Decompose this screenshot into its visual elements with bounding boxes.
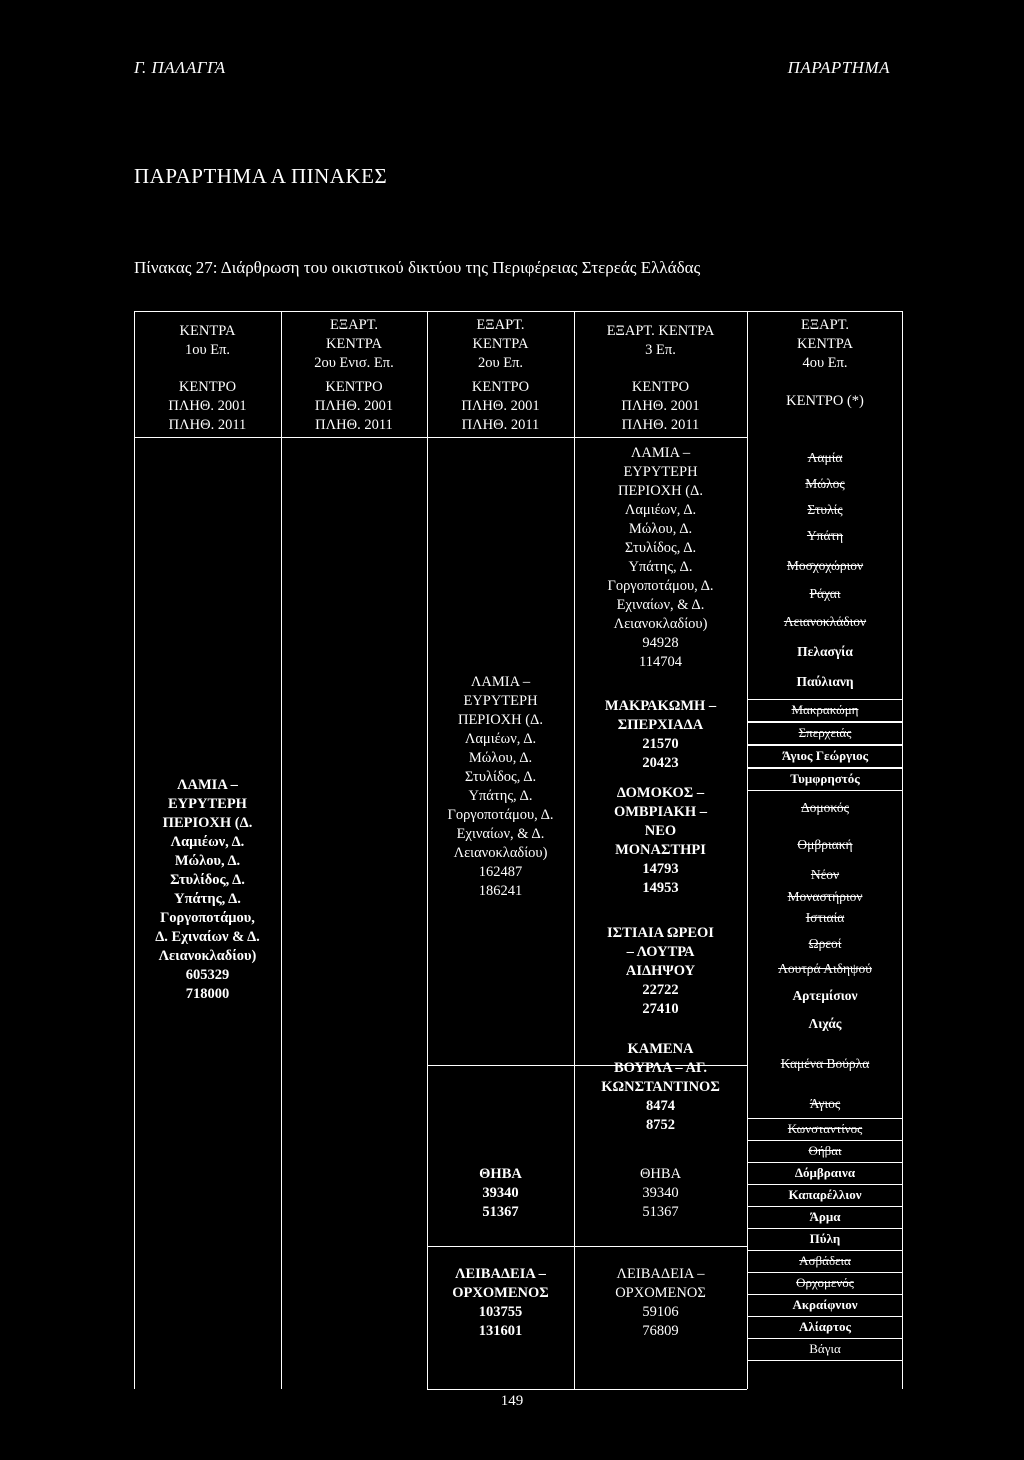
subheader-line: ΠΛΗΘ. 2011	[461, 417, 540, 433]
cell-line: Γοργοποτάμου,	[160, 910, 255, 926]
cell-line: ΚΑΜΕΝΑ	[627, 1041, 694, 1057]
centre-name: Καμένα Βούρλα	[780, 1056, 870, 1071]
centre-name: Ορχομενός	[747, 1272, 903, 1295]
cell-line: Γοργοποτάμου, Δ.	[607, 578, 714, 594]
column-header	[281, 316, 427, 373]
column-header	[747, 316, 903, 373]
centre-name: Ωρεοί	[808, 936, 842, 951]
cell-line: 27410	[642, 1001, 679, 1017]
cell-line: Μώλου, Δ.	[628, 521, 693, 537]
col4-kamena-block	[574, 1040, 747, 1135]
cell-line: ΜΟΝΑΣΤΗΡΙ	[615, 842, 706, 858]
centre-name: Λουτρά Αιδηψού	[778, 961, 872, 976]
cell-line: ΝΕΟ	[644, 823, 677, 839]
centre-name: Καπαρέλλιον	[747, 1184, 903, 1207]
cell-line: ΕΥΡΥΤΕΡΗ	[463, 693, 538, 709]
column-header	[574, 322, 747, 360]
header-line: 3 Επ.	[645, 342, 676, 358]
column-subheader	[281, 378, 427, 435]
running-header-author: Γ. ΠΑΛΑΓΓΑ	[134, 58, 226, 77]
cell-line: Υπάτης, Δ.	[174, 891, 241, 907]
centre-name: Τυμφρηστός	[747, 768, 903, 791]
cell-line: Λειανοκλαδίου)	[158, 948, 257, 964]
cell-line: ΠΕΡΙΟΧΗ (Δ.	[457, 712, 544, 728]
cell-line: ΛΑΜΙΑ –	[630, 445, 691, 461]
col4-lamia-block	[574, 444, 747, 672]
cell-line: ΛΑΜΙΑ –	[470, 674, 531, 690]
cell-line: ΣΠΕΡΧΙΑΔΑ	[617, 717, 704, 733]
col4-livadeia-block	[574, 1265, 747, 1341]
subheader-line: ΠΛΗΘ. 2001	[314, 398, 394, 414]
cell-line: Υπάτης, Δ.	[628, 559, 693, 575]
col4-thiva-block	[574, 1165, 747, 1222]
table-caption: Πίνακας 27: Διάρθρωση του οικιστικού δικτύου της Περιφέρειας Στερεάς Ελλάδας	[134, 258, 701, 277]
centre-name: Λειανοκλάδιον	[783, 614, 867, 629]
centre-name: Παύλιανη	[796, 674, 854, 689]
col4-istiaia-block	[574, 924, 747, 1019]
cell-line: ΛΑΜΙΑ –	[177, 777, 238, 793]
subheader-line: ΚΕΝΤΡΟ	[325, 379, 383, 395]
centre-name: Άρμα	[747, 1206, 903, 1229]
subheader-line: ΠΛΗΘ. 2011	[315, 417, 393, 433]
cell-line: 14953	[642, 880, 679, 896]
cell-line: ΛΕΙΒΑΔΕΙΑ –	[455, 1266, 546, 1282]
cell-line: 51367	[482, 1204, 519, 1220]
centre-name: Αλίαρτος	[747, 1316, 903, 1339]
subheader-line: ΚΕΝΤΡΟ	[178, 379, 237, 395]
centre-name: Άγιος Γεώργιος	[747, 745, 903, 768]
centre-name: Βάγια	[747, 1338, 903, 1361]
centre-name: Πύλη	[747, 1228, 903, 1251]
cell-line: ΑΙΔΗΨΟΥ	[625, 963, 696, 979]
col3-livadeia-block	[427, 1265, 574, 1341]
cell-line: 14793	[642, 861, 679, 877]
cell-line: ΟΡΧΟΜΕΝΟΣ	[452, 1285, 549, 1301]
centre-name: Ιστιαία	[805, 910, 845, 925]
column-divider	[281, 311, 282, 1389]
row-rule	[427, 1246, 747, 1247]
cell-line: ΜΑΚΡΑΚΩΜΗ –	[604, 698, 717, 714]
centre-name: Νέον	[810, 867, 840, 882]
subheader-line: ΠΛΗΘ. 2001	[621, 398, 700, 414]
running-header-section: ΠΑΡΑΡΤΗΜΑ	[787, 58, 890, 77]
col4-makrakomi-block	[574, 697, 747, 773]
centre-name: Πελασγία	[797, 644, 853, 659]
cell-line: Στυλίδος, Δ.	[170, 872, 245, 888]
cell-line: Λειανοκλαδίου)	[453, 845, 548, 861]
centre-name: Μακρακώμη	[747, 699, 903, 722]
cell-line: ΕΥΡΥΤΕΡΗ	[623, 464, 698, 480]
cell-line: Στυλίδος, Δ.	[464, 769, 537, 785]
centre-name: Λαμία	[807, 450, 843, 465]
table-border-bottom	[427, 1389, 747, 1390]
cell-line: ΟΜΒΡΙΑΚΗ –	[613, 804, 708, 820]
centre-name: Υπάτη	[806, 528, 844, 543]
centre-name: Μοναστήριον	[787, 889, 863, 904]
cell-line: 39340	[642, 1185, 679, 1201]
centre-name: Ράχαι	[809, 586, 841, 601]
cell-line: 605329	[185, 967, 230, 983]
centre-name: Κωνσταντίνος	[747, 1118, 903, 1141]
centre-name: Μοσχοχώριον	[786, 558, 864, 573]
cell-line: ΙΣΤΙΑΙΑ ΩΡΕΟΙ	[607, 925, 714, 941]
cell-line: 162487	[478, 864, 523, 880]
cell-line: ΒΟΥΡΛΑ – ΑΓ.	[613, 1060, 708, 1076]
cell-line: ΟΡΧΟΜΕΝΟΣ	[615, 1285, 706, 1301]
column-header	[427, 316, 574, 373]
centre-name: Λιχάς	[808, 1016, 842, 1031]
cell-line: Υπάτης, Δ.	[468, 788, 533, 804]
centre-name: Άγιος	[809, 1096, 841, 1111]
cell-line: Δ. Εχιναίων & Δ.	[155, 929, 260, 945]
column-subheader	[134, 378, 281, 435]
cell-line: 76809	[642, 1323, 679, 1339]
col3-lamia-block	[427, 673, 574, 901]
col4-domokos-block	[574, 784, 747, 898]
cell-line: Λαμιέων, Δ.	[464, 731, 537, 747]
cell-line: Στυλίδος, Δ.	[624, 540, 697, 556]
cell-line: ΘΗΒΑ	[639, 1166, 682, 1182]
cell-line: ΚΩΝΣΤΑΝΤΙΝΟΣ	[601, 1079, 720, 1095]
header-line: ΕΞΑΡΤ.	[476, 317, 525, 333]
centre-name: Δόμβραινα	[747, 1162, 903, 1185]
column-header	[134, 322, 281, 360]
header-line: ΚΕΝΤΡΑ	[472, 336, 529, 352]
subheader-line: ΚΕΝΤΡΟ (*)	[786, 393, 864, 409]
cell-line: Μώλου, Δ.	[468, 750, 533, 766]
header-line: ΚΕΝΤΡΑ	[797, 336, 853, 352]
cell-line: Λειανοκλαδίου)	[613, 616, 708, 632]
header-rule	[134, 437, 747, 438]
table-border-top	[134, 311, 903, 312]
subheader-line: ΚΕΝΤΡΟ	[631, 379, 690, 395]
centre-name: Στυλίς	[807, 502, 843, 517]
centre-name: Ακραίφνιον	[747, 1294, 903, 1317]
header-line: ΕΞΑΡΤ.	[800, 317, 850, 333]
centre-name: Αρτεμίσιον	[792, 988, 858, 1003]
subheader-line: ΠΛΗΘ. 2011	[621, 417, 700, 433]
cell-line: Λαμιέων, Δ.	[624, 502, 697, 518]
cell-line: 94928	[642, 635, 679, 651]
cell-line: Γοργοποτάμου, Δ.	[447, 807, 554, 823]
column-subheader	[574, 378, 747, 435]
cell-line: Εχιναίων, & Δ.	[456, 826, 545, 842]
page-number: 149	[500, 1393, 524, 1409]
centre-name: Ομβριακή	[797, 837, 853, 852]
cell-line: Μώλου, Δ.	[174, 853, 241, 869]
header-line: 4ου Επ.	[802, 355, 848, 371]
cell-line: 39340	[482, 1185, 519, 1201]
subheader-line: ΠΛΗΘ. 2001	[168, 398, 247, 414]
subheader-line: ΠΛΗΘ. 2001	[461, 398, 540, 414]
cell-line: ΠΕΡΙΟΧΗ (Δ.	[162, 815, 253, 831]
centre-name: Δομοκός	[800, 800, 850, 815]
cell-line: 20423	[642, 755, 679, 771]
cell-line: 22722	[642, 982, 679, 998]
cell-line: 51367	[642, 1204, 679, 1220]
cell-line: ΕΥΡΥΤΕΡΗ	[168, 796, 247, 812]
cell-line: 131601	[478, 1323, 523, 1339]
header-line: ΚΕΝΤΡΑ	[179, 323, 236, 339]
header-line: ΕΞΑΡΤ.	[329, 317, 379, 333]
header-line: ΕΞΑΡΤ. ΚΕΝΤΡΑ	[606, 323, 715, 339]
cell-line: 186241	[478, 883, 523, 899]
column-subheader	[747, 392, 903, 411]
header-line: 2ου Ενισ. Επ.	[314, 355, 394, 371]
cell-line: 59106	[642, 1304, 679, 1320]
subheader-line: ΚΕΝΤΡΟ	[471, 379, 530, 395]
cell-line: ΔΟΜΟΚΟΣ –	[616, 785, 705, 801]
centre-name: Σπερχειάς	[747, 722, 903, 745]
cell-line: 718000	[185, 986, 230, 1002]
cell-line: 8474	[646, 1098, 675, 1114]
cell-line: ΠΕΡΙΟΧΗ (Δ.	[617, 483, 704, 499]
centre-name: Μώλος	[805, 476, 845, 491]
cell-line: Εχιναίων, & Δ.	[616, 597, 705, 613]
cell-line: 103755	[478, 1304, 523, 1320]
col3-thiva-block	[427, 1165, 574, 1222]
col1-lamia-block	[134, 776, 281, 1004]
appendix-title: ΠΑΡΑΡΤΗΜΑ Α ΠΙΝΑΚΕΣ	[134, 164, 388, 188]
cell-line: 114704	[639, 654, 682, 670]
cell-line: ΘΗΒΑ	[479, 1166, 522, 1182]
cell-line: 8752	[646, 1117, 675, 1133]
cell-line: ΛΕΙΒΑΔΕΙΑ –	[616, 1266, 705, 1282]
column-subheader	[427, 378, 574, 435]
centre-name: Θήβαι	[747, 1140, 903, 1163]
cell-line: 21570	[642, 736, 679, 752]
header-line: 2ου Επ.	[477, 355, 524, 371]
subheader-line: ΠΛΗΘ. 2011	[168, 417, 247, 433]
header-line: 1ου Επ.	[184, 342, 231, 358]
centre-name: Ασβάδεια	[747, 1250, 903, 1273]
cell-line: Λαμιέων, Δ.	[170, 834, 245, 850]
cell-line: – ΛΟΥΤΡΑ	[626, 944, 695, 960]
header-line: ΚΕΝΤΡΑ	[326, 336, 382, 352]
